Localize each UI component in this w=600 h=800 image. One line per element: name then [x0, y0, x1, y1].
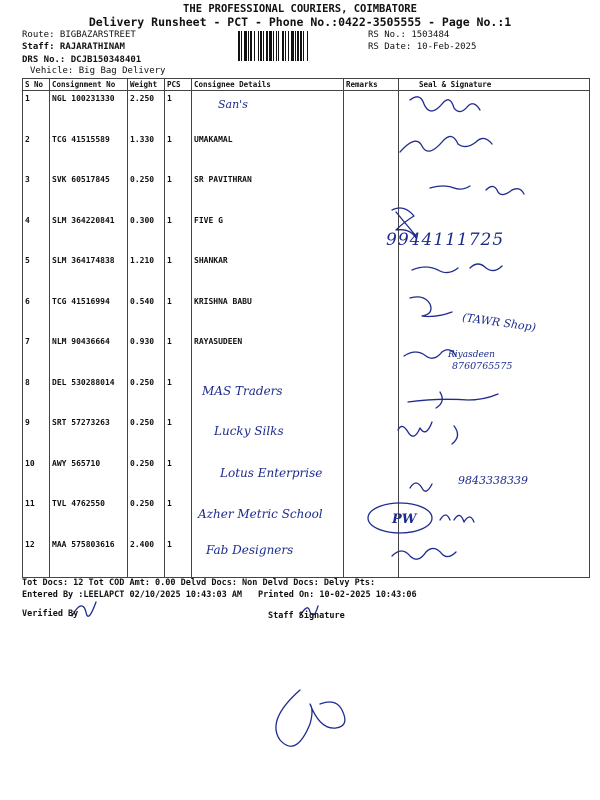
rs-date: RS Date: 10-Feb-2025: [368, 42, 477, 52]
runsheet-title: Delivery Runsheet - PCT - Phone No.:0422-3505555 - Page No.:1: [88, 15, 512, 29]
consignee-cell: RAYASUDEEN: [192, 334, 344, 375]
sno-cell: 7: [23, 334, 50, 375]
weight-cell: 0.250: [128, 456, 165, 497]
pcs-cell: 1: [165, 456, 192, 497]
sno-cell: 4: [23, 213, 50, 254]
weight-cell: 2.250: [128, 91, 165, 132]
col-signature: Seal & Signature: [399, 79, 590, 91]
consignment-no-cell: NGL 100231330: [50, 91, 128, 132]
printed-on: Printed On: 10-02-2025 10:43:06: [258, 590, 417, 600]
weight-cell: 0.250: [128, 496, 165, 537]
handwritten-consignee-8: MAS Traders: [202, 384, 283, 398]
footer-totals: Tot Docs: 12 Tot COD Amt: 0.00 Delvd Docs: Non Delvd Docs: Delvy Pts:: [22, 578, 376, 588]
consignment-no-cell: SRT 57273263: [50, 415, 128, 456]
staff-signature-label: Staff Signature: [268, 611, 345, 621]
weight-cell: 1.210: [128, 253, 165, 294]
consignee-cell: SR PAVITHRAN: [192, 172, 344, 213]
signature-note-6: (TAWR Shop): [461, 310, 537, 335]
pcs-cell: 1: [165, 132, 192, 173]
sno-cell: 5: [23, 253, 50, 294]
handwritten-consignee-12: Fab Designers: [206, 543, 294, 557]
pcs-cell: 1: [165, 213, 192, 254]
col-consignee: Consignee Details: [192, 79, 344, 91]
weight-cell: 1.330: [128, 132, 165, 173]
rs-number: RS No.: 1503484: [368, 30, 450, 40]
pcs-cell: 1: [165, 334, 192, 375]
col-weight: Weight: [128, 79, 165, 91]
weight-cell: 0.930: [128, 334, 165, 375]
sno-cell: 10: [23, 456, 50, 497]
consignment-no-cell: SLM 364220841: [50, 213, 128, 254]
sno-cell: 3: [23, 172, 50, 213]
col-remarks: Remarks: [344, 79, 399, 91]
pcs-cell: 1: [165, 375, 192, 416]
signature-phone-10: 9843338339: [458, 474, 528, 487]
sno-cell: 6: [23, 294, 50, 335]
staff-label: Staff: RAJARATHINAM: [22, 42, 125, 52]
handwritten-consignee-1: San's: [218, 98, 248, 111]
pcs-cell: 1: [165, 537, 192, 578]
consignment-no-cell: NLM 90436664: [50, 334, 128, 375]
consignment-no-cell: MAA 575803616: [50, 537, 128, 578]
handwritten-consignee-11: Azher Metric School: [198, 507, 323, 521]
consignee-cell: UMAKAMAL: [192, 132, 344, 173]
weight-cell: 2.400: [128, 537, 165, 578]
col-pcs: PCS: [165, 79, 192, 91]
signature-stamp-11: PW: [392, 512, 417, 527]
verified-by-label: Verified By: [22, 609, 79, 619]
pcs-cell: 1: [165, 415, 192, 456]
weight-cell: 0.250: [128, 375, 165, 416]
consignment-no-cell: DEL 530288014: [50, 375, 128, 416]
handwritten-consignee-10: Lotus Enterprise: [220, 466, 323, 480]
entered-by: Entered By :LEELAPCT 02/10/2025 10:43:03 AM: [22, 590, 243, 600]
consignment-no-cell: TCG 41515589: [50, 132, 128, 173]
pcs-cell: 1: [165, 172, 192, 213]
signature-phone-7: 8760765575: [452, 361, 513, 372]
sno-cell: 9: [23, 415, 50, 456]
signature-name-7: Riyasdeen: [448, 350, 495, 360]
weight-cell: 0.250: [128, 172, 165, 213]
consignee-cell: KRISHNA BABU: [192, 294, 344, 335]
handwritten-consignee-9: Lucky Silks: [214, 424, 284, 438]
sno-cell: 8: [23, 375, 50, 416]
consignee-cell: SHANKAR: [192, 253, 344, 294]
sno-cell: 2: [23, 132, 50, 173]
sno-cell: 1: [23, 91, 50, 132]
pcs-cell: 1: [165, 294, 192, 335]
consignment-no-cell: TCG 41516994: [50, 294, 128, 335]
col-sno: S No: [23, 79, 50, 91]
consignment-no-cell: AWY 565710: [50, 456, 128, 497]
consignment-no-cell: TVL 4762550: [50, 496, 128, 537]
consignee-cell: FIVE G: [192, 213, 344, 254]
company-title: THE PROFESSIONAL COURIERS, COIMBATORE: [183, 3, 417, 15]
pcs-cell: 1: [165, 91, 192, 132]
drs-label: DRS No.: DCJB150348401: [22, 55, 142, 65]
sno-cell: 12: [23, 537, 50, 578]
signature-phone-4: 9944111725: [386, 230, 505, 250]
consignment-no-cell: SLM 364174838: [50, 253, 128, 294]
consignment-no-cell: SVK 60517845: [50, 172, 128, 213]
weight-cell: 0.250: [128, 415, 165, 456]
route-label: Route: BIGBAZARSTREET: [22, 30, 136, 40]
sno-cell: 11: [23, 496, 50, 537]
col-consignment: Consignment No: [50, 79, 128, 91]
weight-cell: 0.300: [128, 213, 165, 254]
pcs-cell: 1: [165, 496, 192, 537]
vehicle-label: Vehicle: Big Bag Delivery: [30, 66, 166, 76]
weight-cell: 0.540: [128, 294, 165, 335]
pcs-cell: 1: [165, 253, 192, 294]
